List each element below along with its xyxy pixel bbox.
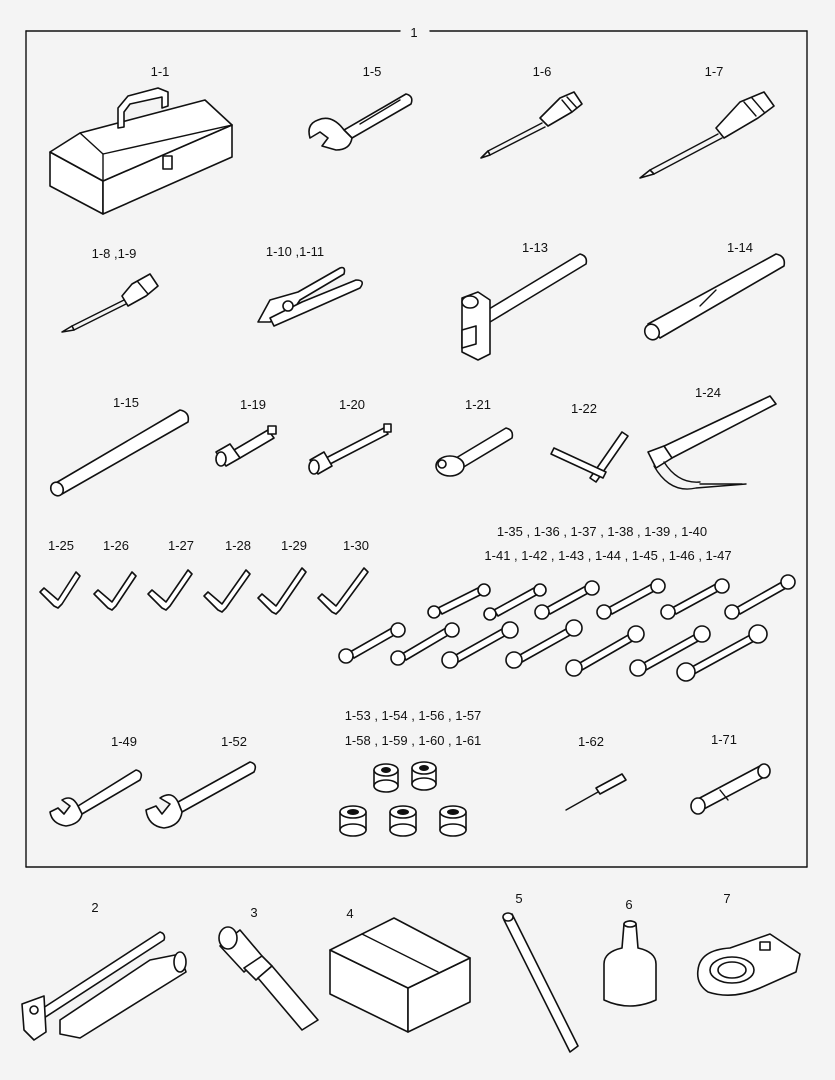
screwdriver-icon xyxy=(481,92,582,158)
part-label-1-62: 1-62 xyxy=(577,734,605,749)
part-label-1-13: 1-13 xyxy=(521,240,549,255)
kit-label: 1 xyxy=(406,25,421,40)
funnel-cap-icon xyxy=(604,921,656,1006)
part-label-1-6: 1-6 xyxy=(532,64,552,79)
socket-icon xyxy=(440,806,466,836)
part-label-1-71: 1-71 xyxy=(710,732,738,747)
part-label-1-21: 1-21 xyxy=(464,397,492,412)
part-label-4: 4 xyxy=(346,906,354,921)
part-label-1-28: 1-28 xyxy=(224,538,252,553)
socket-icon xyxy=(216,426,276,466)
hex-key-icon xyxy=(258,568,306,614)
part-label-5: 5 xyxy=(515,891,523,906)
screwdriver-icon xyxy=(62,274,158,332)
part-label-1-1: 1-1 xyxy=(150,64,170,79)
socket-icon xyxy=(374,764,398,792)
part-label-1-27: 1-27 xyxy=(167,538,195,553)
open-end-wrench-icon xyxy=(661,579,729,619)
open-end-wrench-icon xyxy=(146,762,255,828)
part-label-7: 7 xyxy=(723,891,731,906)
part-label-6: 6 xyxy=(625,897,633,912)
open-end-wrench-icon xyxy=(597,579,665,619)
hex-key-icon xyxy=(204,570,250,612)
part-label-3: 3 xyxy=(250,905,258,920)
adjustable-wrench-icon xyxy=(309,94,412,150)
part-label-1-24: 1-24 xyxy=(694,385,722,400)
hex-key-icon xyxy=(94,572,136,610)
part-label-1-8: 1-8 ,1-9 xyxy=(91,246,137,261)
hex-key-icon xyxy=(148,570,192,610)
grease-gun-icon xyxy=(22,932,186,1040)
socket-icon xyxy=(390,806,416,836)
socket-icon xyxy=(340,806,366,836)
open-end-wrench-icon xyxy=(428,584,490,618)
hex-key-icon xyxy=(40,572,80,608)
chain-wrench-icon xyxy=(648,396,776,489)
part-label-1-22: 1-22 xyxy=(570,401,598,416)
tool-box-icon xyxy=(50,88,232,214)
part-label-1-30: 1-30 xyxy=(342,538,370,553)
part-label-1-58-row: 1-58 , 1-59 , 1-60 , 1-61 xyxy=(344,733,482,748)
socket-icon xyxy=(412,762,436,790)
hex-key-icon xyxy=(318,568,368,614)
rod-icon xyxy=(503,913,578,1052)
part-label-1-25: 1-25 xyxy=(47,538,75,553)
carton-icon xyxy=(330,918,470,1032)
pliers-icon xyxy=(258,268,362,326)
part-label-1-52: 1-52 xyxy=(220,734,248,749)
t-handle-icon xyxy=(551,432,628,482)
open-end-wrench-icon xyxy=(50,770,141,826)
part-label-1-49: 1-49 xyxy=(110,734,138,749)
screwdriver-icon xyxy=(566,774,626,810)
part-label-1-15: 1-15 xyxy=(112,395,140,410)
extension-bar-icon xyxy=(309,424,391,474)
part-label-1-5: 1-5 xyxy=(362,64,382,79)
part-label-1-20: 1-20 xyxy=(338,397,366,412)
extension-bar-icon xyxy=(691,764,770,814)
part-label-1-53-row: 1-53 , 1-54 , 1-56 , 1-57 xyxy=(344,708,482,723)
part-label-1-10: 1-10 ,1-11 xyxy=(265,244,325,259)
hose-icon xyxy=(219,927,318,1030)
part-label-2: 2 xyxy=(91,900,99,915)
part-label-1-19: 1-19 xyxy=(239,397,267,412)
open-end-wrench-icon xyxy=(725,575,795,619)
part-label-1-26: 1-26 xyxy=(102,538,130,553)
open-end-wrench-icon xyxy=(677,625,767,681)
extension-bar-icon xyxy=(48,410,188,498)
ratchet-icon xyxy=(436,428,512,476)
part-label-1-7: 1-7 xyxy=(704,64,724,79)
part-label-1-41-row: 1-41 , 1-42 , 1-43 , 1-44 , 1-45 , 1-46 , 1-47 xyxy=(484,548,732,563)
extension-bar-icon xyxy=(642,254,784,342)
part-label-1-35-row: 1-35 , 1-36 , 1-37 , 1-38 , 1-39 , 1-40 xyxy=(496,524,708,539)
screwdriver-icon xyxy=(640,92,774,178)
hammer-icon xyxy=(462,254,586,360)
ratchet-ring-icon xyxy=(698,934,800,995)
part-label-1-14: 1-14 xyxy=(726,240,754,255)
part-label-1-29: 1-29 xyxy=(280,538,308,553)
